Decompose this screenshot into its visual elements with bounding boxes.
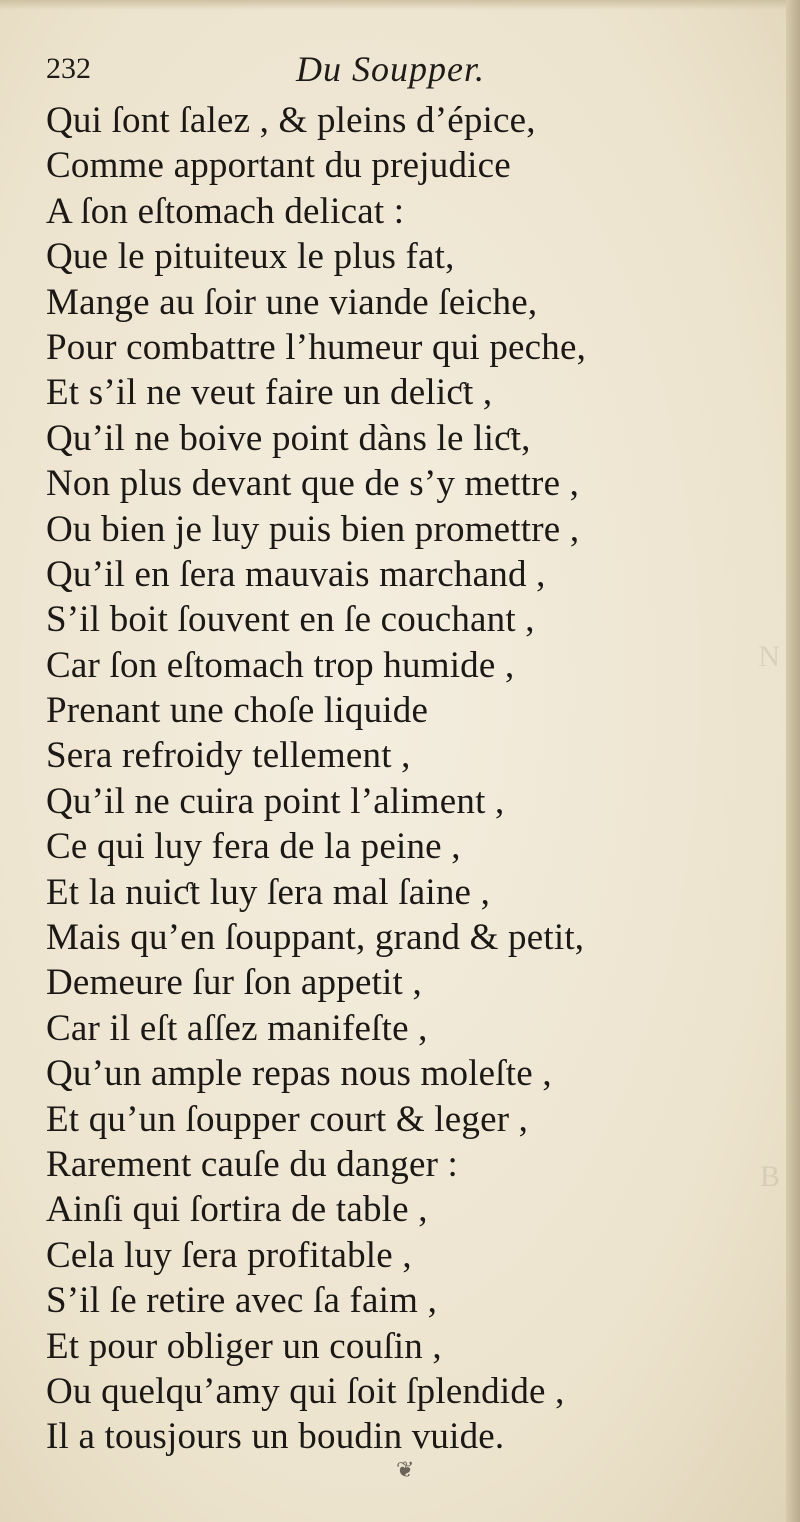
verse-line: Non plus devant que de s’y mettre , — [46, 463, 580, 505]
verse-line: Qui ſont ſalez , & pleins d’épice, — [46, 100, 536, 141]
verse-line: Ou quelqu’amy qui ſoit ſplendide , — [46, 1370, 565, 1412]
page-header — [46, 48, 606, 96]
verse-line: Il a tousjours un boudin vuide. — [46, 1416, 505, 1458]
verse-line: Rarement cauſe du danger : — [46, 1143, 459, 1185]
verse-line: Mange au ſoir une viande ſeiche, — [46, 281, 538, 323]
verse-line: Comme apportant du prejudice — [46, 145, 511, 187]
verse-line: Qu’il en ſera mauvais marchand , — [46, 553, 546, 595]
verse-line: Qu’un ample repas nous moleſte , — [46, 1053, 552, 1095]
verse-line: Car ſon eſtomach trop humide , — [46, 644, 515, 686]
verse-line: Cela luy ſera profitable , — [46, 1234, 412, 1276]
page-right-edge — [786, 0, 800, 1522]
verse-line: Qu’il ne boive point dàns le liƈt, — [46, 417, 531, 459]
verse-line: A ſon eſtomach delicat : — [46, 190, 405, 232]
verse-line: Ce qui luy fera de la peine , — [46, 826, 461, 868]
show-through-text: B — [759, 1160, 780, 1193]
verse-line: Pour combattre l’humeur qui peche, — [46, 326, 587, 368]
verse-line: S’il boit ſouvent en ſe couchant , — [46, 599, 535, 641]
verse-line: Prenant une choſe liquide — [46, 690, 429, 732]
verse-line: Mais qu’en ſouppant, grand & petit, — [46, 917, 585, 959]
ornament-mark: ❦ — [396, 1458, 415, 1483]
verse-line: Ou bien je luy puis bien promettre , — [46, 508, 580, 550]
verse-line: Demeure ſur ſon appetit , — [46, 962, 422, 1004]
verse-line: Et qu’un ſoupper court & leger , — [46, 1098, 529, 1140]
verse-line: Et pour obliger un couſin , — [46, 1325, 442, 1367]
verse-block — [46, 98, 726, 1460]
verse-line: Qu’il ne cuira point l’aliment , — [46, 780, 505, 822]
running-title: Du Soupper. — [296, 49, 485, 89]
verse-line: Car il eſt aſſez manifeſte , — [46, 1007, 428, 1049]
verse-line: S’il ſe retire avec ſa faim , — [46, 1280, 438, 1322]
verse-line: Et la nuiƈt luy ſera mal ſaine , — [46, 871, 491, 913]
page-top-edge — [0, 0, 800, 10]
show-through-text: N — [758, 640, 780, 673]
page-number: 232 — [46, 52, 91, 85]
verse-line: Que le pituiteux le plus fat, — [46, 236, 455, 278]
verse-line: Sera refroidy tellement , — [46, 735, 411, 777]
verse-line: Ainſi qui ſortira de table , — [46, 1189, 428, 1231]
verse-line: Et s’il ne veut faire un deliƈt , — [46, 372, 493, 414]
